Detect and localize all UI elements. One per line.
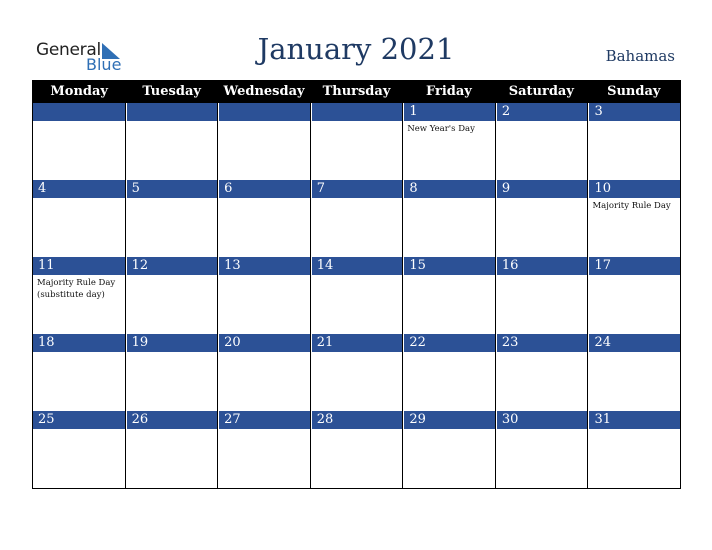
calendar-day-cell	[402, 257, 495, 334]
day-number	[126, 103, 218, 121]
logo-blue-text: Blue	[86, 55, 122, 74]
day-number: 21	[311, 334, 403, 352]
day-number: 22	[403, 334, 495, 352]
day-number	[218, 103, 310, 121]
calendar-day-cell	[402, 103, 495, 180]
day-events	[311, 121, 403, 180]
calendar-day-cell	[217, 103, 310, 180]
day-events	[588, 198, 680, 257]
calendar-day-cell	[310, 411, 403, 488]
day-number: 5	[126, 180, 218, 198]
calendar-day-cell	[310, 180, 403, 257]
day-events	[33, 121, 125, 180]
calendar-day-cell	[587, 180, 680, 257]
calendar-week-row	[33, 411, 680, 488]
day-number: 10	[588, 180, 680, 198]
calendar-day-cell	[495, 180, 588, 257]
calendar-day-cell	[33, 411, 125, 488]
day-number: 12	[126, 257, 218, 275]
calendar-week-row	[33, 334, 680, 411]
day-events	[126, 275, 218, 334]
calendar-day-cell	[587, 257, 680, 334]
day-number: 11	[33, 257, 125, 275]
day-events	[311, 352, 403, 411]
day-events	[218, 275, 310, 334]
day-number: 15	[403, 257, 495, 275]
weekday-friday: Friday	[425, 84, 472, 99]
day-events	[218, 352, 310, 411]
day-events	[311, 429, 403, 488]
day-number: 17	[588, 257, 680, 275]
day-events	[588, 352, 680, 411]
day-events	[218, 198, 310, 257]
calendar-day-cell	[310, 257, 403, 334]
day-events	[218, 429, 310, 488]
holiday-label: Majority Rule Day	[592, 201, 671, 211]
day-events	[496, 352, 588, 411]
day-events	[403, 352, 495, 411]
day-events	[218, 121, 310, 180]
day-events	[588, 275, 680, 334]
weekday-monday: Monday	[50, 84, 108, 99]
calendar-day-cell	[402, 334, 495, 411]
day-number: 8	[403, 180, 495, 198]
weekday-header	[33, 81, 680, 103]
day-number: 2	[496, 103, 588, 121]
day-number: 1	[403, 103, 495, 121]
day-number: 3	[588, 103, 680, 121]
country-name: Bahamas	[605, 47, 675, 65]
day-number	[311, 103, 403, 121]
calendar-day-cell	[33, 334, 125, 411]
day-number: 6	[218, 180, 310, 198]
day-number: 18	[33, 334, 125, 352]
day-number: 28	[311, 411, 403, 429]
calendar-day-cell	[125, 180, 218, 257]
calendar-day-cell	[217, 180, 310, 257]
day-events	[33, 198, 125, 257]
calendar-day-cell	[402, 180, 495, 257]
day-events	[126, 121, 218, 180]
calendar-day-cell	[125, 103, 218, 180]
calendar-week-row	[33, 180, 680, 257]
calendar-day-cell	[217, 334, 310, 411]
day-events	[126, 429, 218, 488]
day-number: 19	[126, 334, 218, 352]
calendar-day-cell	[33, 257, 125, 334]
day-events	[496, 275, 588, 334]
day-events	[403, 429, 495, 488]
calendar-grid	[32, 80, 681, 489]
day-events	[496, 198, 588, 257]
day-number: 14	[311, 257, 403, 275]
day-events	[33, 275, 125, 334]
calendar-day-cell	[33, 103, 125, 180]
day-number: 31	[588, 411, 680, 429]
calendar-day-cell	[495, 411, 588, 488]
holiday-label: New Year's Day	[407, 124, 475, 134]
day-number: 26	[126, 411, 218, 429]
calendar-day-cell	[587, 411, 680, 488]
calendar-day-cell	[495, 257, 588, 334]
calendar-day-cell	[587, 334, 680, 411]
calendar-day-cell	[310, 103, 403, 180]
day-events	[496, 121, 588, 180]
calendar-day-cell	[587, 103, 680, 180]
day-number	[33, 103, 125, 121]
day-number: 30	[496, 411, 588, 429]
calendar-week-row	[33, 257, 680, 334]
day-events	[403, 121, 495, 180]
day-number: 29	[403, 411, 495, 429]
day-number: 20	[218, 334, 310, 352]
day-events	[126, 198, 218, 257]
day-number: 27	[218, 411, 310, 429]
day-events	[588, 121, 680, 180]
calendar-day-cell	[125, 411, 218, 488]
calendar-day-cell	[495, 103, 588, 180]
day-number: 24	[588, 334, 680, 352]
page-title: January 2021	[257, 32, 455, 66]
calendar-day-cell	[495, 334, 588, 411]
holiday-label: Majority Rule Day (substitute day)	[37, 278, 116, 300]
day-number: 23	[496, 334, 588, 352]
day-events	[33, 429, 125, 488]
day-events	[311, 275, 403, 334]
calendar-weeks	[33, 103, 680, 488]
calendar-day-cell	[310, 334, 403, 411]
day-events	[126, 352, 218, 411]
day-number: 16	[496, 257, 588, 275]
day-events	[588, 429, 680, 488]
day-number: 13	[218, 257, 310, 275]
calendar-week-row	[33, 103, 680, 180]
day-number: 7	[311, 180, 403, 198]
day-events	[311, 198, 403, 257]
calendar-day-cell	[33, 180, 125, 257]
calendar-day-cell	[402, 411, 495, 488]
weekday-sunday: Sunday	[607, 84, 661, 99]
logo-general-text: General	[36, 40, 101, 60]
day-events	[403, 198, 495, 257]
day-events	[33, 352, 125, 411]
weekday-wednesday: Wednesday	[223, 84, 305, 99]
weekday-saturday: Saturday	[508, 84, 574, 99]
calendar-day-cell	[217, 257, 310, 334]
day-events	[403, 275, 495, 334]
day-events	[496, 429, 588, 488]
day-number: 25	[33, 411, 125, 429]
calendar-day-cell	[217, 411, 310, 488]
calendar-day-cell	[125, 257, 218, 334]
weekday-tuesday: Tuesday	[142, 84, 201, 99]
day-number: 9	[496, 180, 588, 198]
day-number: 4	[33, 180, 125, 198]
calendar-day-cell	[125, 334, 218, 411]
weekday-thursday: Thursday	[322, 84, 391, 99]
